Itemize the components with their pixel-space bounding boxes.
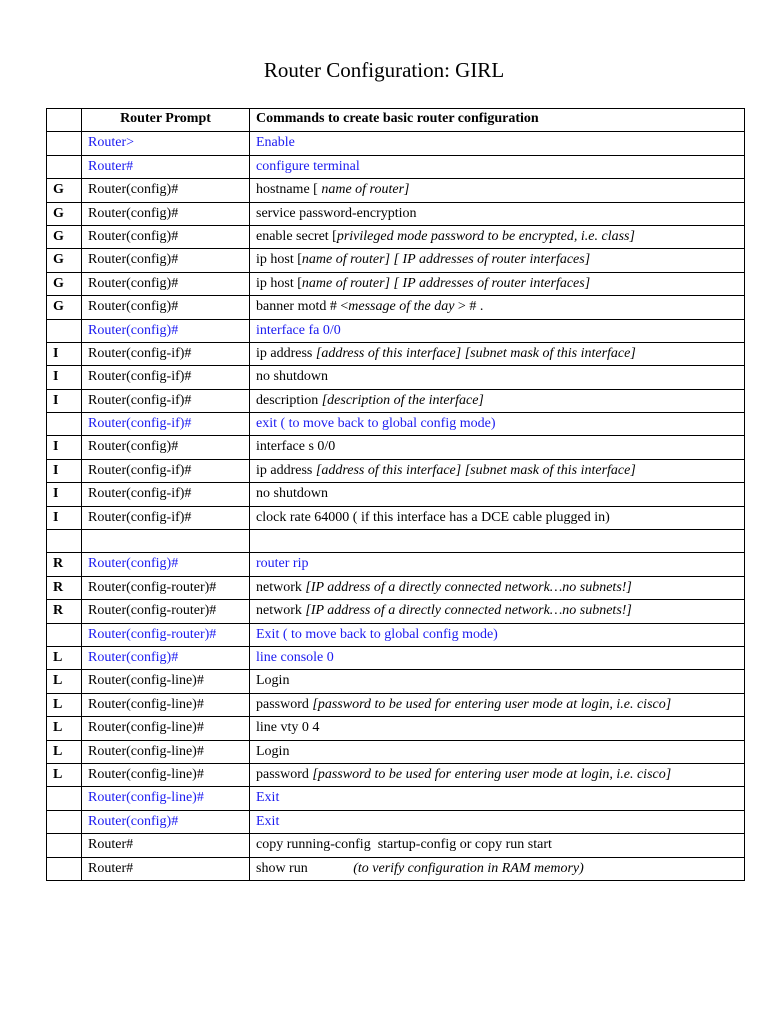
command-placeholder-text: (to verify configuration in RAM memory) [353,860,584,876]
table-body [47,132,745,881]
command-text: interface fa 0/0 [256,322,341,338]
command-text: interface s 0/0 [256,439,336,455]
router-prompt-cell: Router(config)# [82,319,250,342]
table-row [47,576,745,599]
page-title: Router Configuration: GIRL [263,58,505,82]
command-cell [250,600,745,623]
command-placeholder-text: name of router] [ IP addresses of router interfaces] [301,275,591,291]
table-row [47,272,745,295]
command-cell [250,342,745,365]
command-text: password [256,696,313,712]
table-row [47,740,745,763]
command-text: configure terminal [256,158,360,174]
router-prompt-cell: Router(config-if)# [82,366,250,389]
command-text: Login [256,743,290,759]
command-cell [250,646,745,669]
table-row [47,179,745,202]
command-text: ip host [ [256,275,302,291]
table-row [47,366,745,389]
command-cell [250,740,745,763]
command-text: Enable [256,135,295,151]
girl-letter: I [47,483,82,506]
girl-letter: G [47,202,82,225]
table-row [47,857,745,880]
command-column-header: Commands to create basic router configuration [250,109,745,132]
girl-letter: L [47,763,82,786]
girl-letter: I [47,366,82,389]
girl-letter [47,857,82,880]
girl-letter: R [47,576,82,599]
command-cell [250,249,745,272]
router-prompt-cell [82,530,250,553]
girl-letter: I [47,436,82,459]
command-text: Exit [256,790,280,806]
command-text: service password-encryption [256,205,417,221]
command-cell [250,225,745,248]
command-cell [250,296,745,319]
command-text: ip address [256,462,316,478]
command-placeholder-text: [IP address of a directly connected network…no subnets!] [305,579,632,595]
command-cell [250,179,745,202]
command-cell [250,436,745,459]
table-header-row [47,109,745,132]
girl-letter [47,787,82,810]
command-cell [250,483,745,506]
router-prompt-cell: Router(config-line)# [82,740,250,763]
command-placeholder-text: [address of this interface] [subnet mask of this interface] [315,345,636,361]
command-text: description [256,392,322,408]
command-text: ip address [256,345,316,361]
command-cell [250,763,745,786]
command-placeholder-text: [password to be used for entering user mode at login, i.e. cisco] [312,766,672,782]
command-text: copy running-config startup-config or copy run start [256,837,552,853]
girl-letter: L [47,670,82,693]
command-placeholder-text: name of router] [321,182,410,198]
router-prompt-cell: Router# [82,834,250,857]
prompt-column-header: Router Prompt [82,109,250,132]
girl-letter: G [47,225,82,248]
table-row [47,717,745,740]
router-prompt-cell: Router(config-line)# [82,763,250,786]
command-placeholder-text: [password to be used for entering user mode at login, i.e. cisco] [312,696,672,712]
command-text: line console 0 [256,649,334,665]
girl-letter [47,132,82,155]
command-cell [250,155,745,178]
command-cell [250,202,745,225]
table-row [47,225,745,248]
girl-letter [47,155,82,178]
girl-letter [47,623,82,646]
command-text: clock rate 64000 ( if this interface has a DCE cable plugged in) [256,509,610,525]
table-row [47,553,745,576]
command-cell [250,717,745,740]
router-prompt-cell: Router(config-line)# [82,787,250,810]
table-row [47,763,745,786]
girl-letter: G [47,296,82,319]
table-row [47,249,745,272]
router-prompt-cell: Router(config-router)# [82,623,250,646]
command-placeholder-text: [description of the interface] [321,392,484,408]
router-prompt-cell: Router(config-if)# [82,413,250,436]
command-text: no shutdown [256,369,328,385]
router-prompt-cell: Router(config)# [82,553,250,576]
router-prompt-cell: Router(config-router)# [82,600,250,623]
router-config-table [46,108,745,881]
table-row [47,506,745,529]
table-row [47,787,745,810]
command-text: exit ( to move back to global config mode) [256,416,496,432]
girl-letter: R [47,553,82,576]
command-cell [250,389,745,412]
girl-letter [47,834,82,857]
router-prompt-cell: Router(config)# [82,225,250,248]
table-row [47,834,745,857]
router-prompt-cell: Router(config)# [82,179,250,202]
girl-letter: I [47,389,82,412]
router-prompt-cell: Router(config-line)# [82,693,250,716]
command-text: banner motd # < [256,299,349,315]
girl-letter: R [47,600,82,623]
command-text: show run [256,860,354,876]
letter-column-header [47,109,82,132]
router-prompt-cell: Router(config-if)# [82,342,250,365]
girl-letter: G [47,179,82,202]
command-cell [250,623,745,646]
table-row [47,436,745,459]
router-prompt-cell: Router(config-if)# [82,506,250,529]
command-cell [250,857,745,880]
command-placeholder-text: [IP address of a directly connected network…no subnets!] [305,603,632,619]
table-row [47,483,745,506]
girl-letter: I [47,342,82,365]
table-row [47,530,745,553]
girl-letter [47,810,82,833]
table-row [47,600,745,623]
router-prompt-cell: Router(config)# [82,202,250,225]
command-text: ip host [ [256,252,302,268]
table-row [47,296,745,319]
router-prompt-cell: Router(config-if)# [82,483,250,506]
command-cell [250,132,745,155]
router-prompt-cell: Router(config)# [82,296,250,319]
girl-letter: L [47,717,82,740]
table-row [47,319,745,342]
table-row [47,459,745,482]
command-cell [250,810,745,833]
router-prompt-cell: Router(config-if)# [82,459,250,482]
command-text: password [256,766,313,782]
girl-letter: G [47,272,82,295]
command-text: hostname [ [256,182,322,198]
command-placeholder-text: name of router] [ IP addresses of router interfaces] [301,252,591,268]
command-placeholder-text: privileged mode password to be encrypted, i.e. class] [336,228,635,244]
table-row [47,693,745,716]
table-row [47,155,745,178]
girl-letter: L [47,693,82,716]
command-cell [250,459,745,482]
command-text: Login [256,673,290,689]
command-cell [250,319,745,342]
command-text: Exit [256,813,280,829]
command-text: network [256,603,306,619]
router-prompt-cell: Router(config)# [82,646,250,669]
command-cell [250,366,745,389]
girl-letter [47,530,82,553]
command-cell [250,670,745,693]
router-prompt-cell: Router(config-router)# [82,576,250,599]
router-prompt-cell: Router(config)# [82,436,250,459]
girl-letter: L [47,646,82,669]
command-cell [250,576,745,599]
command-cell [250,413,745,436]
router-prompt-cell: Router> [82,132,250,155]
command-cell [250,834,745,857]
command-cell [250,506,745,529]
girl-letter: G [47,249,82,272]
router-prompt-cell: Router(config)# [82,810,250,833]
command-placeholder-text: [address of this interface] [subnet mask of this interface] [315,462,636,478]
girl-letter: I [47,459,82,482]
table-row [47,389,745,412]
table-row [47,413,745,436]
router-prompt-cell: Router(config)# [82,249,250,272]
command-text: line vty 0 4 [256,720,320,736]
table-row [47,810,745,833]
router-prompt-cell: Router# [82,857,250,880]
table-row [47,646,745,669]
command-cell [250,787,745,810]
router-prompt-cell: Router# [82,155,250,178]
table-row [47,623,745,646]
command-text: Exit ( to move back to global config mode) [256,626,498,642]
command-text: no shutdown [256,486,328,502]
command-text: enable secret [ [256,228,337,244]
router-prompt-cell: Router(config-line)# [82,717,250,740]
table-row [47,132,745,155]
command-tail-text: > # . [454,299,484,315]
command-placeholder-text: message of the day [348,299,455,315]
table-row [47,342,745,365]
girl-letter: I [47,506,82,529]
command-cell [250,553,745,576]
table-row [47,202,745,225]
table-row [47,670,745,693]
command-cell [250,272,745,295]
router-prompt-cell: Router(config-line)# [82,670,250,693]
girl-letter [47,413,82,436]
command-cell [250,693,745,716]
router-prompt-cell: Router(config)# [82,272,250,295]
command-cell [250,530,745,553]
girl-letter: L [47,740,82,763]
command-text: router rip [256,556,309,572]
router-prompt-cell: Router(config-if)# [82,389,250,412]
command-text: network [256,579,306,595]
girl-letter [47,319,82,342]
